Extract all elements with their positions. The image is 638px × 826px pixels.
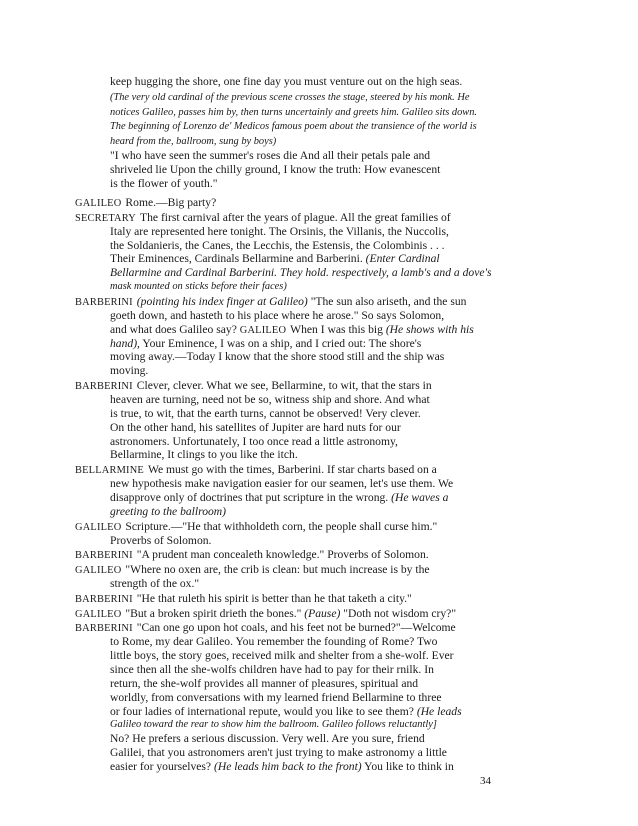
text-line: Galilei, that you astronomers aren't just trying to make astronomy a little: [110, 746, 447, 760]
text-line: since then all the she-wolfs children have had to pay for their rnilk. In: [110, 662, 434, 676]
speaker-name: SECRETARY: [75, 212, 137, 224]
text-line: On the other hand, his satellites of Jupiter are hard nuts for our: [110, 420, 401, 434]
text-line: astronomers. Unfortunately, I too once read a little astronomy,: [110, 434, 398, 448]
text-line: easier for yourselves? (He leads him back to the front) You like to think in: [110, 760, 454, 773]
speaker-name: BARBERINI: [75, 550, 133, 562]
text-line: (The very old cardinal of the previous scene crosses the stage, steered by his monk. He: [110, 91, 470, 103]
text-line: Bellarmine, It clings to you like the itch.: [110, 448, 298, 462]
text-line: heaven are turning, need not be so, witness ship and shore. And what: [110, 393, 430, 406]
text-line: goeth down, and hasteth to his place where he arose." So says Solomon,: [110, 308, 445, 322]
dialogue-line: BARBERINI (pointing his index finger at Galileo) "The sun also ariseth, and the sun: [75, 295, 467, 308]
dialogue-line: GALILEO "But a broken spirit drieth the bones." (Pause) "Doth not wisdom cry?": [75, 606, 457, 620]
text-line: Italy are represented here tonight. The Orsinis, the Villanis, the Nuccolis,: [110, 224, 449, 238]
dialogue-line: BARBERINI "A prudent man concealeth knowledge." Proverbs of Solomon.: [75, 548, 429, 562]
text-line: Galileo toward the rear to show him the ballroom. Galileo follows reluctantly]: [110, 719, 437, 731]
text-line: disapprove only of doctrines that put scripture in the wrong. (He waves a: [110, 490, 449, 504]
text-line: little boys, the story goes, received milk and shelter from a she-wolf. Ever: [110, 649, 454, 663]
speaker-name: GALILEO: [75, 608, 122, 620]
text-line: Their Eminences, Cardinals Bellarmine and Barberini. (Enter Cardinal: [110, 252, 440, 266]
text-line: mask mounted on sticks before their faces): [110, 281, 287, 293]
speaker-name: GALILEO: [75, 198, 122, 210]
speaker-name: GALILEO: [239, 324, 287, 336]
text-line: is true, to wit, that the earth turns, cannot be observed! Very clever.: [110, 406, 421, 420]
dialogue-line: BARBERINI "Can one go upon hot coals, and his feet not be burned?"—Welcome: [75, 621, 456, 635]
dialogue-line: BELLARMINE We must go with the times, Barberini. If star charts based on a: [75, 463, 437, 477]
text-line: and what does Galileo say? GALILEO When I was this big (He shows with his: [110, 322, 474, 336]
dialogue-line: GALILEO Rome.—Big party?: [75, 196, 217, 210]
text-line: notices Galileo, passes him by, then turns uncertainly and greets him. Galileo sits down.: [110, 106, 478, 118]
text-line: "I who have seen the summer's roses die And all their petals pale and: [110, 148, 431, 162]
text-line: new hypothesis make navigation easier for our seamen, let's use them. We: [110, 477, 454, 491]
text-line: No? He prefers a serious discussion. Very well. Are you sure, friend: [110, 732, 425, 746]
text-line: moving.: [110, 364, 149, 378]
text-line: keep hugging the shore, one fine day you must venture out on the high seas.: [110, 75, 463, 88]
text-line: shriveled lie Upon the chilly ground, I know the truth: How evanescent: [110, 162, 441, 176]
text-line: or four ladies of international repute, would you like to see them? (He leads: [110, 704, 462, 718]
text-line: greeting to the ballroom): [110, 504, 227, 518]
text-line: heard from the, ballroom, sung by boys): [110, 136, 277, 148]
speaker-name: BARBERINI: [75, 593, 133, 605]
dialogue-line: GALILEO Scripture.—"He that withholdeth corn, the people shall curse him.": [75, 519, 438, 533]
text-line: strength of the ox.": [110, 576, 200, 590]
text-line: Bellarmine and Cardinal Barberini. They hold. respectively, a lamb's and a dove's: [110, 266, 492, 280]
dialogue-line: GALILEO "Where no oxen are, the crib is clean: but much increase is by the: [75, 563, 430, 577]
text-line: hand), Your Eminence, I was on a ship, and I cried out: The shore's: [110, 336, 422, 350]
speaker-name: BELLARMINE: [75, 465, 144, 477]
speaker-name: BARBERINI: [75, 623, 133, 635]
page-number: 34: [480, 775, 491, 787]
text-line: return, the she-wolf provides all manner of pleasures, spiritual and: [110, 676, 419, 690]
dialogue-line: SECRETARY The first carnival after the years of plague. All the great families of: [75, 210, 451, 224]
text-line: moving away.—Today I know that the shore stood still and the ship was: [110, 350, 445, 364]
text-line: the Soldanieris, the Canes, the Lecchis, the Estensis, the Colombinis . . .: [110, 238, 445, 252]
speaker-name: GALILEO: [75, 521, 122, 533]
text-line: worldly, from conversations with my learned friend Bellarmine to three: [110, 690, 442, 704]
text-line: is the flower of youth.": [110, 176, 218, 190]
speaker-name: BARBERINI: [75, 297, 133, 308]
text-line: Proverbs of Solomon.: [110, 533, 212, 547]
text-line: to Rome, my dear Galileo. You remember the founding of Rome? Two: [110, 635, 438, 649]
dialogue-line: BARBERINI "He that ruleth his spirit is better than he that taketh a city.": [75, 591, 412, 605]
dialogue-line: BARBERINI Clever, clever. What we see, Bellarmine, to wit, that the stars in: [75, 379, 432, 393]
text-line: The beginning of Lorenzo de' Medicos famous poem about the transience of the world is: [110, 121, 477, 133]
speaker-name: GALILEO: [75, 565, 122, 577]
speaker-name: BARBERINI: [75, 381, 133, 393]
